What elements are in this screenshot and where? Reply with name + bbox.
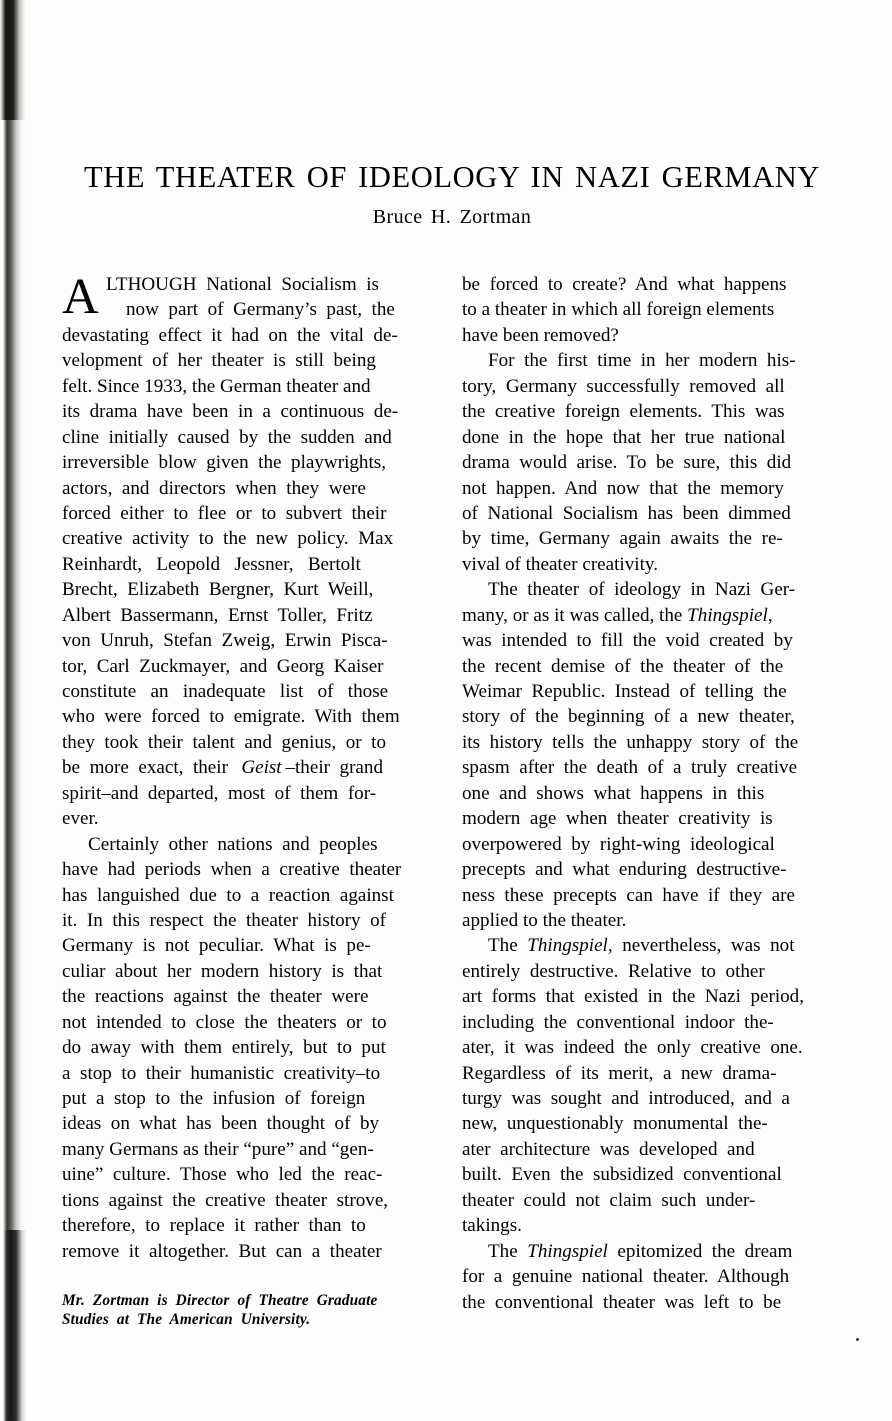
text-line: culiar about her modern history is that <box>62 960 383 982</box>
text-line: actors, and directors when they were <box>62 477 366 499</box>
text-line: The Thingspiel, nevertheless, was not <box>488 935 795 957</box>
text-line: its history tells the unhappy story of the <box>462 731 799 753</box>
text-line: Regardless of its merit, a new drama- <box>462 1062 777 1084</box>
text-line: Weimar Republic. Instead of telling the <box>462 681 787 702</box>
text-line: tory, Germany successfully removed all <box>462 375 785 397</box>
text-line: drama would arise. To be sure, this did <box>462 452 792 474</box>
text-line: by time, Germany again awaits the re- <box>462 528 783 550</box>
text-line: the reactions against the theater were <box>62 986 369 1008</box>
text-line: LTHOUGH National Socialism is <box>106 274 379 295</box>
text-line: put a stop to the infusion of foreign <box>62 1088 366 1109</box>
text-line: creative activity to the new policy. Max <box>62 528 394 550</box>
text-line: it. In this respect the theater history of <box>62 909 386 931</box>
page-gutter-shadow-bottom <box>0 1230 26 1421</box>
text-line: uine” culture. Those who led the reac- <box>62 1164 383 1186</box>
text-line: ness these precepts can have if they are <box>462 884 795 906</box>
body-column-right <box>462 272 834 1315</box>
text-line: art forms that existed in the Nazi period, <box>462 986 804 1008</box>
text-line: The Thingspiel epitomized the dream <box>488 1240 793 1262</box>
text-line: devastating effect it had on the vital de- <box>62 324 398 346</box>
text-line: ideas on what has been thought of by <box>62 1113 380 1135</box>
text-line: For the first time in her modern his- <box>488 350 796 372</box>
text-line: spirit–and departed, most of them for- <box>62 782 377 804</box>
text-line: the creative foreign elements. This was <box>462 401 785 423</box>
text-line: Certainly other nations and peoples <box>88 833 378 855</box>
text-line: they took their talent and genius, or to <box>62 731 386 753</box>
text-line: The theater of ideology in Nazi Ger- <box>488 579 796 601</box>
footnote-line: Mr. Zortman is Director of Theatre Graduate <box>62 1292 378 1309</box>
text-line: felt. Since 1933, the German theater and <box>62 375 371 397</box>
text-line: built. Even the subsidized conventional <box>462 1164 782 1186</box>
body-column-left <box>62 269 434 1264</box>
text-line: not intended to close the theaters or to <box>62 1011 387 1033</box>
page-gutter-shadow-top <box>0 0 26 120</box>
drop-cap: A <box>62 269 99 325</box>
author-affiliation-footnote <box>62 1291 434 1330</box>
text-line: for a genuine national theater. Although <box>462 1266 790 1288</box>
text-line: new, unquestionably monumental the- <box>462 1113 768 1135</box>
text-line: constitute an inadequate list of those <box>62 681 389 702</box>
text-line: have had periods when a creative theater <box>62 859 402 881</box>
text-line: tor, Carl Zuckmayer, and Georg Kaiser <box>62 655 384 677</box>
text-line: turgy was sought and introduced, and a <box>462 1088 790 1109</box>
text-line: do away with them entirely, but to put <box>62 1037 386 1059</box>
text-line: be forced to create? And what happens <box>462 274 787 295</box>
text-line: the recent demise of the theater of the <box>462 655 784 677</box>
text-line: ever. <box>62 808 99 830</box>
text-line: one and shows what happens in this <box>462 782 765 804</box>
text-line: its drama have been in a continuous de- <box>62 401 399 423</box>
text-line: spasm after the death of a truly creative <box>462 757 798 779</box>
text-line: story of the beginning of a new theater, <box>462 706 795 728</box>
text-line: Albert Bassermann, Ernst Toller, Fritz <box>62 604 373 626</box>
text-line: velopment of her theater is still being <box>62 350 376 372</box>
footnote-line: Studies at The American University. <box>62 1311 311 1329</box>
text-line: von Unruh, Stefan Zweig, Erwin Pisca- <box>62 630 388 652</box>
text-line: done in the hope that her true national <box>462 426 786 448</box>
text-line: was intended to fill the void created by <box>462 630 793 652</box>
text-line: overpowered by right-wing ideological <box>462 833 775 855</box>
page-title: THE THEATER OF IDEOLOGY IN NAZI GERMANY <box>83 160 821 195</box>
text-line: modern age when theater creativity is <box>462 808 773 830</box>
text-line: vival of theater creativity. <box>462 553 658 575</box>
text-line: applied to the theater. <box>462 909 627 931</box>
text-line: Germany is not peculiar. What is pe- <box>62 935 371 957</box>
text-line: not happen. And now that the memory <box>462 477 784 499</box>
text-line: now part of Germany’s past, the <box>126 299 395 321</box>
text-line: tions against the creative theater strove, <box>62 1189 389 1211</box>
text-line: including the conventional indoor the- <box>462 1011 774 1033</box>
text-line: ater architecture was developed and <box>462 1138 755 1160</box>
text-line: theater could not claim such under- <box>462 1189 756 1211</box>
text-line: ater, it was indeed the only creative one. <box>462 1037 803 1059</box>
text-line: Reinhardt, Leopold Jessner, Bertolt <box>62 553 361 575</box>
page-gutter-shadow <box>0 0 26 1421</box>
text-line: a stop to their humanistic creativity–to <box>62 1062 381 1084</box>
text-line: precepts and what enduring destructive- <box>462 859 787 881</box>
text-line: have been removed? <box>462 324 619 346</box>
text-line: remove it altogether. But can a theater <box>62 1240 382 1262</box>
text-line: entirely destructive. Relative to other <box>462 960 765 982</box>
text-line: irreversible blow given the playwrights, <box>62 452 386 474</box>
text-line: has languished due to a reaction against <box>62 884 394 906</box>
author-byline: Bruce H. Zortman <box>372 206 532 228</box>
text-line: many Germans as their “pure” and “gen- <box>62 1138 374 1160</box>
text-line: be more exact, their Geist –their grand <box>62 757 384 779</box>
text-line: takings. <box>462 1215 522 1237</box>
text-line: of National Socialism has been dimmed <box>462 502 791 524</box>
text-line: cline initially caused by the sudden and <box>62 426 392 448</box>
text-line: therefore, to replace it rather than to <box>62 1215 366 1237</box>
text-line: many, or as it was called, the Thingspiel, <box>462 604 773 626</box>
text-line: Brecht, Elizabeth Bergner, Kurt Weill, <box>62 579 374 601</box>
text-line: forced either to flee or to subvert their <box>62 502 387 524</box>
text-line: the conventional theater was left to be <box>462 1291 782 1313</box>
text-line: to a theater in which all foreign elements <box>462 299 775 321</box>
scan-speck <box>856 1338 859 1341</box>
text-line: who were forced to emigrate. With them <box>62 706 400 728</box>
